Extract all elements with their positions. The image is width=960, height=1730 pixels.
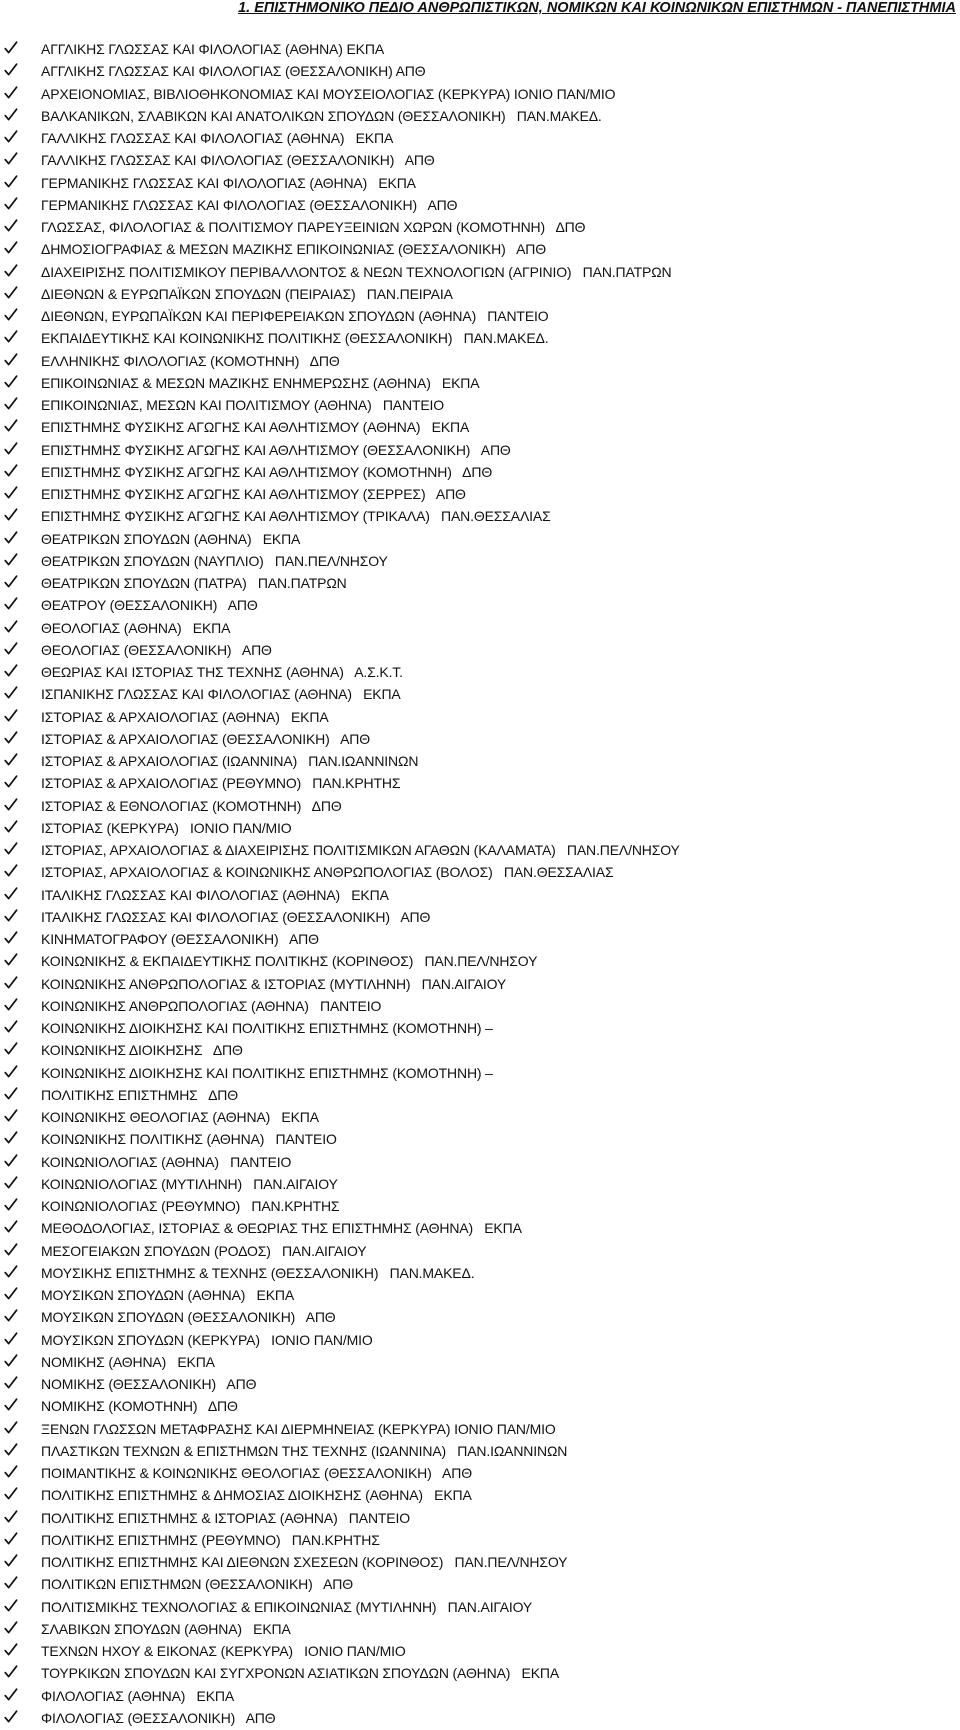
list-item (0, 595, 960, 617)
department-name: ΕΠΙΣΤΗΜΗΣ ΦΥΣΙΚΗΣ ΑΓΩΓΗΣ ΚΑΙ ΑΘΛΗΤΙΣΜΟΥ (ΘΕΣΣΑΛΟΝΙΚΗ) ΑΠΘ (41, 441, 511, 458)
checkmark-icon (3, 1597, 19, 1615)
checkmark-icon (3, 217, 19, 235)
list-item (0, 862, 960, 884)
checkmark-icon (3, 707, 19, 725)
checkmark-icon (3, 796, 19, 814)
checkmark-icon (3, 306, 19, 324)
department-name: ΓΛΩΣΣΑΣ, ΦΙΛΟΛΟΓΙΑΣ & ΠΟΛΙΤΙΣΜΟΥ ΠΑΡΕΥΞΕΙΝΙΩΝ ΧΩΡΩΝ (ΚΟΜΟΤΗΝΗ) ΔΠΘ (41, 219, 586, 235)
department-name: ΕΚΠΑΙΔΕΥΤΙΚΗΣ ΚΑΙ ΚΟΙΝΩΝΙΚΗΣ ΠΟΛΙΤΙΚΗΣ (ΘΕΣΣΑΛΟΝΙΚΗ) ΠΑΝ.ΜΑΚΕΔ. (41, 330, 549, 347)
checkmark-icon (3, 529, 19, 547)
list-item (0, 1152, 960, 1174)
department-name: ΦΙΛΟΛΟΓΙΑΣ (ΑΘΗΝΑ) ΕΚΠΑ (41, 1687, 235, 1704)
list-item (0, 217, 960, 239)
list-item (0, 951, 960, 973)
checkmark-icon (3, 1419, 19, 1437)
list-item (0, 239, 960, 261)
checkmark-icon (3, 351, 19, 369)
department-name: ΙΤΑΛΙΚΗΣ ΓΛΩΣΣΑΣ ΚΑΙ ΦΙΛΟΛΟΓΙΑΣ (ΘΕΣΣΑΛΟΝΙΚΗ) ΑΠΘ (41, 908, 431, 925)
checkmark-icon (3, 1285, 19, 1303)
department-name: ΓΕΡΜΑΝΙΚΗΣ ΓΛΩΣΣΑΣ ΚΑΙ ΦΙΛΟΛΟΓΙΑΣ (ΑΘΗΝΑ) ΕΚΠΑ (41, 174, 416, 191)
department-name: ΙΣΤΟΡΙΑΣ & ΑΡΧΑΙΟΛΟΓΙΑΣ (ΡΕΘΥΜΝΟ) ΠΑΝ.ΚΡΗΤΗΣ (41, 775, 401, 792)
checkmark-icon (3, 1040, 19, 1058)
list-item (0, 929, 960, 951)
list-item (0, 573, 960, 595)
checkmark-icon (3, 1574, 19, 1592)
checkmark-icon (3, 773, 19, 791)
list-item (0, 684, 960, 706)
list-item (0, 1508, 960, 1530)
checkmark-icon (3, 440, 19, 458)
list-item (0, 551, 960, 573)
list-item (0, 1374, 960, 1396)
department-name: ΜΟΥΣΙΚΩΝ ΣΠΟΥΔΩΝ (ΑΘΗΝΑ) ΕΚΠΑ (41, 1287, 295, 1303)
list-item (0, 818, 960, 840)
checkmark-icon (3, 1686, 19, 1704)
department-name: ΚΟΙΝΩΝΙΚΗΣ ΑΝΘΡΩΠΟΛΟΓΙΑΣ & ΙΣΤΟΡΙΑΣ (ΜΥΤΙΛΗΝΗ) ΠΑΝ.ΑΙΓΑΙΟΥ (41, 975, 507, 992)
checkmark-icon (3, 862, 19, 880)
department-name: ΠΟΛΙΤΙΚΗΣ ΕΠΙΣΤΗΜΗΣ (ΡΕΘΥΜΝΟ) ΠΑΝ.ΚΡΗΤΗΣ (41, 1531, 380, 1548)
list-item (0, 1441, 960, 1463)
department-name: ΜΕΣΟΓΕΙΑΚΩΝ ΣΠΟΥΔΩΝ (ΡΟΔΟΣ) ΠΑΝ.ΑΙΓΑΙΟΥ (41, 1242, 367, 1259)
list-item (0, 1485, 960, 1507)
department-name: ΚΟΙΝΩΝΙΚΗΣ ΠΟΛΙΤΙΚΗΣ (ΑΘΗΝΑ) ΠΑΝΤΕΙΟ (41, 1131, 337, 1148)
department-name: ΚΟΙΝΩΝΙΚΗΣ ΔΙΟΙΚΗΣΗΣ ΔΠΘ (41, 1042, 243, 1059)
department-name: ΕΠΙΣΤΗΜΗΣ ΦΥΣΙΚΗΣ ΑΓΩΓΗΣ ΚΑΙ ΑΘΛΗΤΙΣΜΟΥ (ΚΟΜΟΤΗΝΗ) ΔΠΘ (41, 463, 493, 480)
department-name: ΤΕΧΝΩΝ ΗΧΟΥ & ΕΙΚΟΝΑΣ (ΚΕΡΚΥΡΑ) ΙΟΝΙΟ ΠΑΝ/ΜΙΟ (41, 1643, 406, 1659)
checkmark-icon (3, 128, 19, 146)
list-item (0, 907, 960, 929)
checkmark-icon (3, 573, 19, 591)
department-name: ΜΕΘΟΔΟΛΟΓΙΑΣ, ΙΣΤΟΡΙΑΣ & ΘΕΩΡΙΑΣ ΤΗΣ ΕΠΙΣΤΗΜΗΣ (ΑΘΗΝΑ) ΕΚΠΑ (41, 1220, 522, 1237)
checkmark-icon (3, 951, 19, 969)
list-item (0, 306, 960, 328)
department-name: ΕΠΙΣΤΗΜΗΣ ΦΥΣΙΚΗΣ ΑΓΩΓΗΣ ΚΑΙ ΑΘΛΗΤΙΣΜΟΥ (ΣΕΡΡΕΣ) ΑΠΘ (41, 486, 466, 502)
checkmark-icon (3, 239, 19, 257)
list-item (0, 996, 960, 1018)
checkmark-icon (3, 929, 19, 947)
list-item (0, 1463, 960, 1485)
department-name: ΠΟΛΙΤΙΚΗΣ ΕΠΙΣΤΗΜΗΣ & ΙΣΤΟΡΙΑΣ (ΑΘΗΝΑ) ΠΑΝΤΕΙΟ (41, 1509, 410, 1526)
department-name: ΔΙΕΘΝΩΝ & ΕΥΡΩΠΑΪΚΩΝ ΣΠΟΥΔΩΝ (ΠΕΙΡΑΙΑΣ) ΠΑΝ.ΠΕΙΡΑΙΑ (41, 285, 453, 302)
department-name: ΠΟΛΙΤΙΚΗΣ ΕΠΙΣΤΗΜΗΣ ΔΠΘ (41, 1086, 239, 1103)
checkmark-icon (3, 1441, 19, 1459)
checkmark-icon (3, 974, 19, 992)
list-item (0, 1330, 960, 1352)
checkmark-icon (3, 1619, 19, 1637)
list-item (0, 128, 960, 150)
department-name: ΒΑΛΚΑΝΙΚΩΝ, ΣΛΑΒΙΚΩΝ ΚΑΙ ΑΝΑΤΟΛΙΚΩΝ ΣΠΟΥΔΩΝ (ΘΕΣΣΑΛΟΝΙΚΗ) ΠΑΝ.ΜΑΚΕΔ. (41, 107, 602, 124)
department-name: ΑΡΧΕΙΟΝΟΜΙΑΣ, ΒΙΒΛΙΟΘΗΚΟΝΟΜΙΑΣ ΚΑΙ ΜΟΥΣΕΙΟΛΟΓΙΑΣ (ΚΕΡΚΥΡΑ) ΙΟΝΙΟ ΠΑΝ/ΜΙΟ (41, 85, 616, 102)
department-name: ΝΟΜΙΚΗΣ (ΑΘΗΝΑ) ΕΚΠΑ (41, 1353, 215, 1370)
list-item (0, 84, 960, 106)
checkmark-icon (3, 729, 19, 747)
department-name: ΘΕΑΤΡΙΚΩΝ ΣΠΟΥΔΩΝ (ΝΑΥΠΛΙΟ) ΠΑΝ.ΠΕΛ/ΝΗΣΟΥ (41, 552, 388, 569)
department-name: ΘΕΑΤΡΙΚΩΝ ΣΠΟΥΔΩΝ (ΠΑΤΡΑ) ΠΑΝ.ΠΑΤΡΩΝ (41, 575, 347, 591)
checkmark-icon (3, 39, 19, 57)
department-name: ΠΟΛΙΤΙΣΜΙΚΗΣ ΤΕΧΝΟΛΟΓΙΑΣ & ΕΠΙΚΟΙΝΩΝΙΑΣ (ΜΥΤΙΛΗΝΗ) ΠΑΝ.ΑΙΓΑΙΟΥ (41, 1598, 533, 1615)
list-item (0, 640, 960, 662)
list-item (0, 1686, 960, 1708)
checkmark-icon (3, 84, 19, 102)
section-heading: 1. ΕΠΙΣΤΗΜΟΝΙΚΟ ΠΕΔΙΟ ΑΝΘΡΩΠΙΣΤΙΚΩΝ, ΝΟΜΙΚΩΝ ΚΑΙ ΚΟΙΝΩΝΙΚΩΝ ΕΠΙΣΤΗΜΩΝ - ΠΑΝΕΠΙΣΤΗΜΙΑ (238, 0, 956, 16)
checkmark-icon (3, 662, 19, 680)
checkmark-icon (3, 173, 19, 191)
list-item (0, 885, 960, 907)
department-name: ΠΟΛΙΤΙΚΗΣ ΕΠΙΣΤΗΜΗΣ & ΔΗΜΟΣΙΑΣ ΔΙΟΙΚΗΣΗΣ (ΑΘΗΝΑ) ΕΚΠΑ (41, 1487, 472, 1504)
list-item (0, 1352, 960, 1374)
checkmark-icon (3, 328, 19, 346)
checkmark-icon (3, 462, 19, 480)
list-item (0, 1530, 960, 1552)
department-name: ΕΠΙΚΟΙΝΩΝΙΑΣ, ΜΕΣΩΝ ΚΑΙ ΠΟΛΙΤΙΣΜΟΥ (ΑΘΗΝΑ) ΠΑΝΤΕΙΟ (41, 397, 445, 413)
checkmark-icon (3, 595, 19, 613)
list-item (0, 1063, 960, 1085)
list-item (0, 1174, 960, 1196)
list-item (0, 1107, 960, 1129)
department-name: ΑΓΓΛΙΚΗΣ ΓΛΩΣΣΑΣ ΚΑΙ ΦΙΛΟΛΟΓΙΑΣ (ΘΕΣΣΑΛΟΝΙΚΗ) ΑΠΘ (41, 63, 426, 80)
list-item (0, 618, 960, 640)
list-item (0, 729, 960, 751)
checkmark-icon (3, 684, 19, 702)
list-item (0, 262, 960, 284)
list-item (0, 751, 960, 773)
list-item (0, 1241, 960, 1263)
list-item (0, 529, 960, 551)
checkmark-icon (3, 1485, 19, 1503)
checkmark-icon (3, 150, 19, 168)
department-name: ΝΟΜΙΚΗΣ (ΚΟΜΟΤΗΝΗ) ΔΠΘ (41, 1398, 238, 1415)
checkmark-icon (3, 506, 19, 524)
list-item (0, 1040, 960, 1062)
department-name: ΚΟΙΝΩΝΙΚΗΣ ΘΕΟΛΟΓΙΑΣ (ΑΘΗΝΑ) ΕΚΠΑ (41, 1109, 319, 1125)
list-item (0, 1129, 960, 1151)
checkmark-icon (3, 1063, 19, 1081)
checkmark-icon (3, 373, 19, 391)
checkmark-icon (3, 1708, 19, 1726)
checkmark-icon (3, 1263, 19, 1281)
department-name: ΚΟΙΝΩΝΙΚΗΣ & ΕΚΠΑΙΔΕΥΤΙΚΗΣ ΠΟΛΙΤΙΚΗΣ (ΚΟΡΙΝΘΟΣ) ΠΑΝ.ΠΕΛ/ΝΗΣΟΥ (41, 953, 538, 970)
department-name: ΙΣΤΟΡΙΑΣ & ΑΡΧΑΙΟΛΟΓΙΑΣ (ΙΩΑΝΝΙΝΑ) ΠΑΝ.ΙΩΑΝΝΙΝΩΝ (41, 753, 419, 769)
checkmark-icon (3, 1530, 19, 1548)
list-item (0, 1574, 960, 1596)
checkmark-icon (3, 284, 19, 302)
department-name: ΙΣΤΟΡΙΑΣ, ΑΡΧΑΙΟΛΟΓΙΑΣ & ΔΙΑΧΕΙΡΙΣΗΣ ΠΟΛΙΤΙΣΜΙΚΩΝ ΑΓΑΘΩΝ (ΚΑΛΑΜΑΤΑ) ΠΑΝ.ΠΕΛ/ΝΗΣΟΥ (41, 842, 680, 858)
checkmark-icon (3, 1241, 19, 1259)
department-name: ΚΟΙΝΩΝΙΚΗΣ ΑΝΘΡΩΠΟΛΟΓΙΑΣ (ΑΘΗΝΑ) ΠΑΝΤΕΙΟ (41, 997, 382, 1014)
list-item (0, 1263, 960, 1285)
checkmark-icon (3, 1330, 19, 1348)
department-name: ΚΟΙΝΩΝΙΟΛΟΓΙΑΣ (ΡΕΘΥΜΝΟ) ΠΑΝ.ΚΡΗΤΗΣ (41, 1198, 340, 1214)
department-name: ΙΣΠΑΝΙΚΗΣ ΓΛΩΣΣΑΣ ΚΑΙ ΦΙΛΟΛΟΓΙΑΣ (ΑΘΗΝΑ) ΕΚΠΑ (41, 686, 401, 703)
department-name: ΜΟΥΣΙΚΩΝ ΣΠΟΥΔΩΝ (ΚΕΡΚΥΡΑ) ΙΟΝΙΟ ΠΑΝ/ΜΙΟ (41, 1331, 373, 1348)
department-name: ΚΙΝΗΜΑΤΟΓΡΑΦΟΥ (ΘΕΣΣΑΛΟΝΙΚΗ) ΑΠΘ (41, 931, 319, 947)
list-item (0, 462, 960, 484)
checkmark-icon (3, 640, 19, 658)
checkmark-icon (3, 1641, 19, 1659)
department-name: ΚΟΙΝΩΝΙΟΛΟΓΙΑΣ (ΑΘΗΝΑ) ΠΑΝΤΕΙΟ (41, 1153, 292, 1170)
department-name: ΘΕΑΤΡΙΚΩΝ ΣΠΟΥΔΩΝ (ΑΘΗΝΑ) ΕΚΠΑ (41, 530, 301, 547)
list-item (0, 417, 960, 439)
checkmark-icon (3, 551, 19, 569)
department-name: ΝΟΜΙΚΗΣ (ΘΕΣΣΑΛΟΝΙΚΗ) ΑΠΘ (41, 1376, 257, 1392)
checkmark-icon (3, 996, 19, 1014)
department-name: ΘΕΩΡΙΑΣ ΚΑΙ ΙΣΤΟΡΙΑΣ ΤΗΣ ΤΕΧΝΗΣ (ΑΘΗΝΑ) Α.Σ.Κ.Τ. (41, 664, 403, 680)
checkmark-icon (3, 1107, 19, 1125)
checkmark-icon (3, 1129, 19, 1147)
department-name: ΓΑΛΛΙΚΗΣ ΓΛΩΣΣΑΣ ΚΑΙ ΦΙΛΟΛΟΓΙΑΣ (ΑΘΗΝΑ) ΕΚΠΑ (41, 130, 394, 146)
department-name: ΦΙΛΟΛΟΓΙΑΣ (ΘΕΣΣΑΛΟΝΙΚΗ) ΑΠΘ (41, 1709, 276, 1726)
department-name: ΤΟΥΡΚΙΚΩΝ ΣΠΟΥΔΩΝ ΚΑΙ ΣΥΓΧΡΟΝΩΝ ΑΣΙΑΤΙΚΩΝ ΣΠΟΥΔΩΝ (ΑΘΗΝΑ) ΕΚΠΑ (41, 1665, 560, 1682)
list-item (0, 61, 960, 83)
department-name: ΑΓΓΛΙΚΗΣ ΓΛΩΣΣΑΣ ΚΑΙ ΦΙΛΟΛΟΓΙΑΣ (ΑΘΗΝΑ) ΕΚΠΑ (41, 41, 385, 57)
list-item (0, 974, 960, 996)
list-item (0, 1552, 960, 1574)
department-name: ΜΟΥΣΙΚΩΝ ΣΠΟΥΔΩΝ (ΘΕΣΣΑΛΟΝΙΚΗ) ΑΠΘ (41, 1309, 336, 1326)
department-name: ΓΑΛΛΙΚΗΣ ΓΛΩΣΣΑΣ ΚΑΙ ΦΙΛΟΛΟΓΙΑΣ (ΘΕΣΣΑΛΟΝΙΚΗ) ΑΠΘ (41, 152, 435, 169)
checkmark-icon (3, 1174, 19, 1192)
department-name: ΕΛΛΗΝΙΚΗΣ ΦΙΛΟΛΟΓΙΑΣ (ΚΟΜΟΤΗΝΗ) ΔΠΘ (41, 352, 340, 369)
department-name: ΕΠΙΣΤΗΜΗΣ ΦΥΣΙΚΗΣ ΑΓΩΓΗΣ ΚΑΙ ΑΘΛΗΤΙΣΜΟΥ (ΤΡΙΚΑΛΑ) ΠΑΝ.ΘΕΣΣΑΛΙΑΣ (41, 508, 551, 525)
checkmark-icon (3, 1396, 19, 1414)
checkmark-icon (3, 1508, 19, 1526)
list-item (0, 773, 960, 795)
checkmark-icon (3, 885, 19, 903)
checkmark-icon (3, 195, 19, 213)
list-item (0, 1419, 960, 1441)
checkmark-icon (3, 1085, 19, 1103)
list-item (0, 1018, 960, 1040)
department-name: ΠΛΑΣΤΙΚΩΝ ΤΕΧΝΩΝ & ΕΠΙΣΤΗΜΩΝ ΤΗΣ ΤΕΧΝΗΣ (ΙΩΑΝΝΙΝΑ) ΠΑΝ.ΙΩΑΝΝΙΝΩΝ (41, 1442, 568, 1459)
department-name: ΠΟΛΙΤΙΚΩΝ ΕΠΙΣΤΗΜΩΝ (ΘΕΣΣΑΛΟΝΙΚΗ) ΑΠΘ (41, 1576, 353, 1593)
list-item (0, 284, 960, 306)
list-item (0, 1196, 960, 1218)
department-name: ΚΟΙΝΩΝΙΚΗΣ ΔΙΟΙΚΗΣΗΣ ΚΑΙ ΠΟΛΙΤΙΚΗΣ ΕΠΙΣΤΗΜΗΣ (ΚΟΜΟΤΗΝΗ) – (41, 1020, 493, 1036)
department-list (0, 39, 960, 1730)
checkmark-icon (3, 106, 19, 124)
list-item (0, 1285, 960, 1307)
list-item (0, 150, 960, 172)
department-name: ΣΛΑΒΙΚΩΝ ΣΠΟΥΔΩΝ (ΑΘΗΝΑ) ΕΚΠΑ (41, 1620, 291, 1637)
checkmark-icon (3, 1307, 19, 1325)
department-name: ΠΟΙΜΑΝΤΙΚΗΣ & ΚΟΙΝΩΝΙΚΗΣ ΘΕΟΛΟΓΙΑΣ (ΘΕΣΣΑΛΟΝΙΚΗ) ΑΠΘ (41, 1465, 472, 1481)
checkmark-icon (3, 1018, 19, 1036)
list-item (0, 351, 960, 373)
department-name: ΘΕΟΛΟΓΙΑΣ (ΘΕΣΣΑΛΟΝΙΚΗ) ΑΠΘ (41, 641, 272, 658)
list-item (0, 840, 960, 862)
department-name: ΘΕΑΤΡΟΥ (ΘΕΣΣΑΛΟΝΙΚΗ) ΑΠΘ (41, 597, 258, 614)
list-item (0, 796, 960, 818)
list-item (0, 440, 960, 462)
list-item (0, 484, 960, 506)
checkmark-icon (3, 907, 19, 925)
department-name: ΓΕΡΜΑΝΙΚΗΣ ΓΛΩΣΣΑΣ ΚΑΙ ΦΙΛΟΛΟΓΙΑΣ (ΘΕΣΣΑΛΟΝΙΚΗ) ΑΠΘ (41, 196, 458, 213)
list-item (0, 395, 960, 417)
department-name: ΘΕΟΛΟΓΙΑΣ (ΑΘΗΝΑ) ΕΚΠΑ (41, 619, 231, 636)
department-name: ΙΣΤΟΡΙΑΣ & ΑΡΧΑΙΟΛΟΓΙΑΣ (ΑΘΗΝΑ) ΕΚΠΑ (41, 708, 329, 725)
list-item (0, 1597, 960, 1619)
list-item (0, 328, 960, 350)
checkmark-icon (3, 1663, 19, 1681)
list-item (0, 1641, 960, 1663)
list-item (0, 173, 960, 195)
department-name: ΔΙΑΧΕΙΡΙΣΗΣ ΠΟΛΙΤΙΣΜΙΚΟΥ ΠΕΡΙΒΑΛΛΟΝΤΟΣ & ΝΕΩΝ ΤΕΧΝΟΛΟΓΙΩΝ (ΑΓΡΙΝΙΟ) ΠΑΝ.ΠΑΤΡΩΝ (41, 263, 672, 280)
department-name: ΔΙΕΘΝΩΝ, ΕΥΡΩΠΑΪΚΩΝ ΚΑΙ ΠΕΡΙΦΕΡΕΙΑΚΩΝ ΣΠΟΥΔΩΝ (ΑΘΗΝΑ) ΠΑΝΤΕΙΟ (41, 308, 549, 324)
checkmark-icon (3, 1218, 19, 1236)
list-item (0, 1708, 960, 1730)
department-name: ΙΣΤΟΡΙΑΣ, ΑΡΧΑΙΟΛΟΓΙΑΣ & ΚΟΙΝΩΝΙΚΗΣ ΑΝΘΡΩΠΟΛΟΓΙΑΣ (ΒΟΛΟΣ) ΠΑΝ.ΘΕΣΣΑΛΙΑΣ (41, 864, 614, 881)
checkmark-icon (3, 61, 19, 79)
department-name: ΙΣΤΟΡΙΑΣ (ΚΕΡΚΥΡΑ) ΙΟΝΙΟ ΠΑΝ/ΜΙΟ (41, 819, 292, 836)
department-name: ΙΣΤΟΡΙΑΣ & ΕΘΝΟΛΟΓΙΑΣ (ΚΟΜΟΤΗΝΗ) ΔΠΘ (41, 797, 342, 814)
department-name: ΚΟΙΝΩΝΙΟΛΟΓΙΑΣ (ΜΥΤΙΛΗΝΗ) ΠΑΝ.ΑΙΓΑΙΟΥ (41, 1175, 338, 1192)
list-item (0, 106, 960, 128)
list-item (0, 662, 960, 684)
list-item (0, 1663, 960, 1685)
list-item (0, 1085, 960, 1107)
checkmark-icon (3, 1352, 19, 1370)
checkmark-icon (3, 1152, 19, 1170)
checkmark-icon (3, 484, 19, 502)
checkmark-icon (3, 1552, 19, 1570)
list-item (0, 1307, 960, 1329)
list-item (0, 1218, 960, 1240)
checkmark-icon (3, 840, 19, 858)
department-name: ΙΣΤΟΡΙΑΣ & ΑΡΧΑΙΟΛΟΓΙΑΣ (ΘΕΣΣΑΛΟΝΙΚΗ) ΑΠΘ (41, 730, 370, 747)
department-name: ΜΟΥΣΙΚΗΣ ΕΠΙΣΤΗΜΗΣ & ΤΕΧΝΗΣ (ΘΕΣΣΑΛΟΝΙΚΗ) ΠΑΝ.ΜΑΚΕΔ. (41, 1264, 475, 1281)
checkmark-icon (3, 751, 19, 769)
department-name: ΠΟΛΙΤΙΚΗΣ ΕΠΙΣΤΗΜΗΣ ΚΑΙ ΔΙΕΘΝΩΝ ΣΧΕΣΕΩΝ (ΚΟΡΙΝΘΟΣ) ΠΑΝ.ΠΕΛ/ΝΗΣΟΥ (41, 1554, 568, 1570)
list-item (0, 195, 960, 217)
checkmark-icon (3, 262, 19, 280)
department-name: ΔΗΜΟΣΙΟΓΡΑΦΙΑΣ & ΜΕΣΩΝ ΜΑΖΙΚΗΣ ΕΠΙΚΟΙΝΩΝΙΑΣ (ΘΕΣΣΑΛΟΝΙΚΗ) ΑΠΘ (41, 241, 546, 258)
list-item (0, 506, 960, 528)
checkmark-icon (3, 618, 19, 636)
checkmark-icon (3, 395, 19, 413)
checkmark-icon (3, 1374, 19, 1392)
department-name: ΚΟΙΝΩΝΙΚΗΣ ΔΙΟΙΚΗΣΗΣ ΚΑΙ ΠΟΛΙΤΙΚΗΣ ΕΠΙΣΤΗΜΗΣ (ΚΟΜΟΤΗΝΗ) – (41, 1064, 493, 1081)
list-item (0, 39, 960, 61)
list-item (0, 707, 960, 729)
list-item (0, 1396, 960, 1418)
list-item (0, 373, 960, 395)
checkmark-icon (3, 1196, 19, 1214)
department-name: ΕΠΙΚΟΙΝΩΝΙΑΣ & ΜΕΣΩΝ ΜΑΖΙΚΗΣ ΕΝΗΜΕΡΩΣΗΣ (ΑΘΗΝΑ) ΕΚΠΑ (41, 374, 480, 391)
checkmark-icon (3, 1463, 19, 1481)
list-item (0, 1619, 960, 1641)
department-name: ΕΠΙΣΤΗΜΗΣ ΦΥΣΙΚΗΣ ΑΓΩΓΗΣ ΚΑΙ ΑΘΛΗΤΙΣΜΟΥ (ΑΘΗΝΑ) ΕΚΠΑ (41, 419, 470, 436)
checkmark-icon (3, 417, 19, 435)
department-name: ΞΕΝΩΝ ΓΛΩΣΣΩΝ ΜΕΤΑΦΡΑΣΗΣ ΚΑΙ ΔΙΕΡΜΗΝΕΙΑΣ (ΚΕΡΚΥΡΑ) ΙΟΝΙΟ ΠΑΝ/ΜΙΟ (41, 1420, 556, 1437)
department-name: ΙΤΑΛΙΚΗΣ ΓΛΩΣΣΑΣ ΚΑΙ ΦΙΛΟΛΟΓΙΑΣ (ΑΘΗΝΑ) ΕΚΠΑ (41, 886, 389, 903)
checkmark-icon (3, 818, 19, 836)
